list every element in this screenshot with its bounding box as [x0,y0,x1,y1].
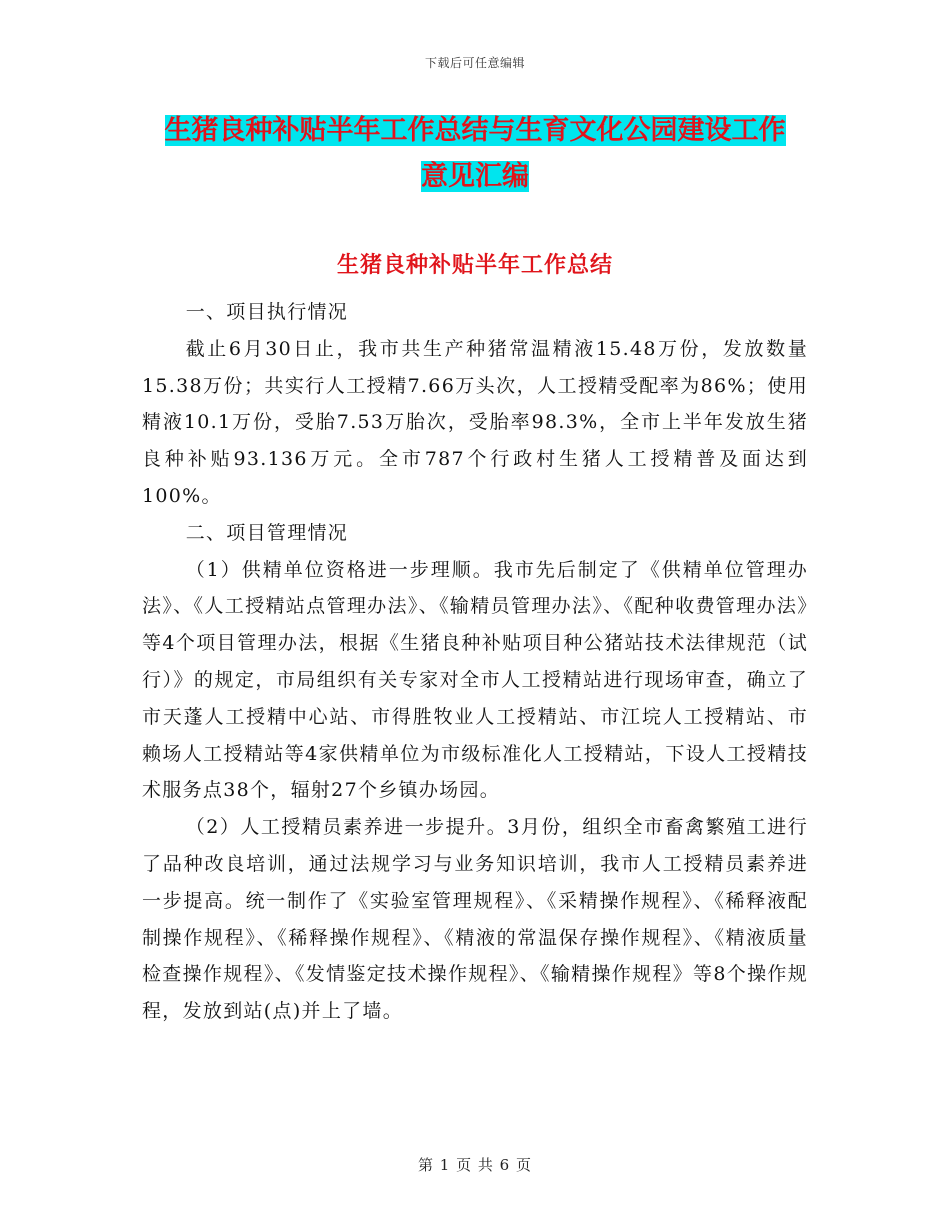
page-footer: 第 1 页 共 6 页 [418,1156,532,1174]
paragraph-inseminator-quality: （2）人工授精员素养进一步提升。3月份，组织全市畜禽繁殖工进行了品种改良培训，通过法规学习与业务知识培训，我市人工授精员素养进一步提高。统一制作了《实验室管理规程》、《采精操作规程》、《稀释液配制操作规程》、《稀释操作规程》、《精液的常温保存操作规程》、《精液质量检查操作规程》、《发情鉴定技术操作规程》、《输精操作规程》等8个操作规程，发放到站(点)并上了墙。 [142,816,808,1023]
title-line-2: 意见汇编 [421,161,529,192]
header-note: 下载后可任意编辑 [424,56,525,70]
heading-project-execution: 一、项目执行情况 [185,301,349,323]
heading-project-management: 二、项目管理情况 [185,521,349,544]
paragraph-execution-stats: 截止6月30日止，我市共生产种猪常温精液15.48万份，发放数量15.38万份；共实行人工授精7.66万头次，人工授精受配率为86%；使用精液10.1万份，受胎7.53万胎次，受胎率98.3%，全市上半年发放生猪良种补贴93.136万元。全市787个行政村生猪人工授精普及面达到100%。 [142,337,808,507]
paragraph-semen-supplier: （1）供精单位资格进一步理顺。我市先后制定了《供精单位管理办法》、《人工授精站点管理办法》、《输精员管理办法》、《配种收费管理办法》等4个项目管理办法，根据《生猪良种补贴项目种公猪站技术法律规范（试行）》的规定，市局组织有关专家对全市人工授精站进行现场审查，确立了市天蓬人工授精中心站、市得胜牧业人工授精站、市江垸人工授精站、市赖场人工授精站等4家供精单位为市级标准化人工授精站，下设人工授精技术服务点38个，辐射27个乡镇办场园。 [142,558,808,802]
section-title: 生猪良种补贴半年工作总结 [336,252,613,278]
title-line-1: 生猪良种补贴半年工作总结与生育文化公园建设工作 [164,115,786,146]
document-title [142,108,808,200]
document-body [142,294,808,1030]
